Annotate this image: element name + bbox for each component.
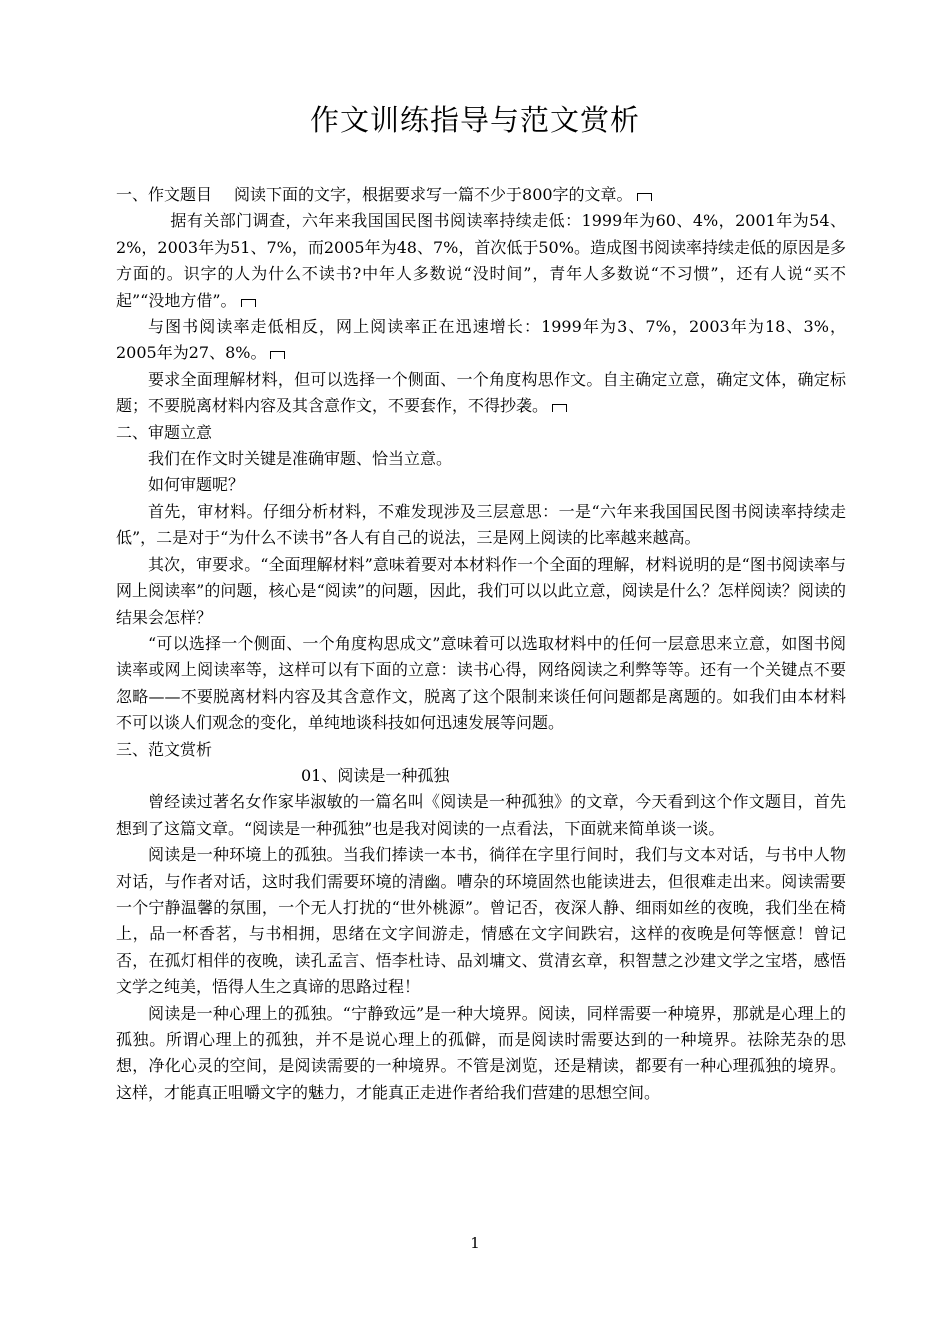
prompt-paragraph [116, 208, 846, 314]
analysis-paragraph: “可以选择一个侧面、一个角度构思成文”意味着可以选取材料中的任何一层意思来立意，如图书阅读率或网上阅读率等，这样可以有下面的立意：读书心得，网络阅读之利弊等等。还有一个关键点不要忽略——不要脱离材料内容及其含意作文，脱离了这个限制来谈任何问题都是离题的。如我们由本材料不可以谈人们观念的变化，单纯地谈科技如何迅速发展等问题。 [116, 633, 846, 733]
essay-prompt-line [116, 182, 846, 208]
section-heading-prompt: 一、作文题目 [116, 185, 213, 204]
section-heading-samples: 三、范文赏析 [116, 739, 213, 759]
paragraph-mark-icon [637, 193, 652, 201]
prompt-text: 要求全面理解材料，但可以选择一个侧面、一个角度构思作文。自主确定立意，确定文体，确定标题；不要脱离材料内容及其含意作文，不要套作，不得抄袭。 [116, 369, 846, 416]
analysis-paragraph: 如何审题呢？ [148, 475, 245, 495]
prompt-instruction: 阅读下面的文字，根据要求写一篇不少于800字的文章。 [234, 185, 633, 204]
essay-paragraph: 曾经读过著名女作家毕淑敏的一篇名叫《阅读是一种孤独》的文章，今天看到这个作文题目，首先想到了这篇文章。“阅读是一种孤独”也是我对阅读的一点看法，下面就来简单谈一谈。 [116, 792, 846, 838]
paragraph-mark-icon [270, 351, 285, 359]
prompt-text: 与图书阅读率走低相反，网上阅读率正在迅速增长：1999年为3、7%，2003年为18、3%，2005年为27、8%。 [116, 317, 846, 363]
prompt-paragraph [116, 314, 846, 367]
prompt-paragraph [116, 367, 846, 420]
paragraph-mark-icon [552, 404, 567, 412]
section-heading-analysis: 二、审题立意 [116, 422, 213, 442]
essay-paragraph: 阅读是一种环境上的孤独。当我们捧读一本书，徜徉在字里行间时，我们与文本对话，与书中人物对话，与作者对话，这时我们需要环境的清幽。嘈杂的环境固然也能读进去，但很难走出来。阅读需要一个宁静温馨的氛围，一个无人打扰的“世外桃源”。曾记否，夜深人静、细雨如丝的夜晚，我们坐在椅上，品一杯香茗，与书相拥，思绪在文字间游走，情感在文字间跌宕，这样的夜晚是何等惬意！曾记否，在孤灯相伴的夜晚，读孔孟言、悟李杜诗、品刘墉文、赏清玄章，积智慧之沙建文学之宝塔，感悟文学之纯美，悟得人生之真谛的思路过程！ [116, 845, 846, 997]
analysis-paragraph: 我们在作文时关键是准确审题、恰当立意。 [148, 449, 453, 469]
page-title: 作文训练指导与范文赏析 [309, 103, 640, 137]
essay-paragraph: 阅读是一种心理上的孤独。“宁静致远”是一种大境界。阅读，同样需要一种境界，那就是心理上的孤独。所谓心理上的孤独，并不是说心理上的孤僻，而是阅读时需要达到的一种境界。祛除芜杂的思想，净化心灵的空间，是阅读需要的一种境界。不管是浏览，还是精读，都要有一种心理孤独的境界。这样，才能真正咀嚼文字的魅力，才能真正走进作者给我们营建的思想空间。 [116, 1003, 846, 1102]
analysis-paragraph: 首先，审材料。仔细分析材料，不难发现涉及三层意思：一是“六年来我国国民图书阅读率持续走低”，二是对于“为什么不读书”各人有自己的说法，三是网上阅读的比率越来越高。 [116, 501, 846, 548]
analysis-paragraph: 其次，审要求。“全面理解材料”意味着要对本材料作一个全面的理解，材料说明的是“图书阅读率与网上阅读率”的问题，核心是“阅读”的问题，因此，我们可以以此立意，阅读是什么？怎样阅读？阅读的结果会怎样？ [116, 554, 846, 627]
page-number: 1 [470, 1234, 480, 1252]
prompt-text: 据有关部门调查，六年来我国国民图书阅读率持续走低：1999年为60、4%，2001年为54、2%，2003年为51、7%，而2005年为48、7%，首次低于50%。造成图书阅读率持续走低的原因是多方面的。识字的人为什么不读书?中年人多数说“没时间”，青年人多数说“不习惯”，还有人说“买不起”“没地方借”。 [116, 211, 846, 310]
essay-title: 01、阅读是一种孤独 [301, 765, 450, 785]
document-body [116, 182, 846, 1106]
paragraph-mark-icon [241, 299, 256, 307]
